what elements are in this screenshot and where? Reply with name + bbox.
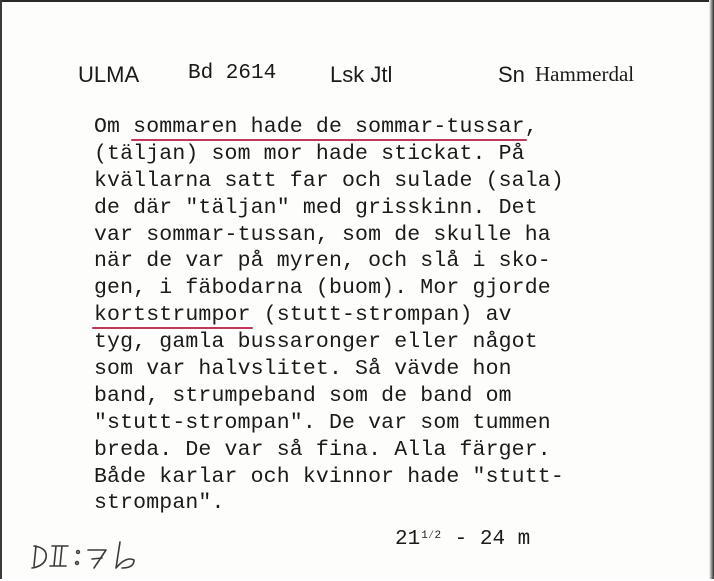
text-line: Om sommaren hade de sommar-tussar , <box>94 115 538 139</box>
text-line: kvällarna satt far och sulade (sala) <box>94 168 564 193</box>
underlined-phrase: kortstrumpor <box>94 303 251 328</box>
socken-label: Sn <box>498 62 525 87</box>
fraction: 1⁄2 <box>421 530 442 542</box>
text-line: "stutt-strompan". De var som tummen <box>94 410 551 435</box>
text-line: breda. De var så fina. Alla färger. <box>94 437 551 462</box>
underline-mark <box>131 139 527 141</box>
text-line: Både karlar och kvinnor hade "stutt- <box>94 464 564 489</box>
measurement-note: 211⁄2 - 24 m <box>395 528 531 551</box>
handwritten-signum <box>30 536 160 576</box>
text-line: tyg, gamla bussaronger eller något <box>94 330 538 355</box>
volume-number: Bd 2614 <box>188 62 277 85</box>
underlined-phrase: sommaren hade de sommar-tussar <box>133 115 525 139</box>
text-line: var sommar-tussan, som de skulle ha <box>94 222 551 247</box>
underline-mark <box>92 327 253 329</box>
card-top-edge <box>0 0 714 2</box>
text-line: (täljan) som mor hade stickat. På <box>94 141 525 166</box>
card-body-text <box>94 114 564 517</box>
socken-value: Hammerdal <box>535 62 635 86</box>
archive-code: ULMA <box>78 62 140 87</box>
text-line: när de var på myren, och slå i sko- <box>94 249 551 274</box>
text-line: gen, i fäbodarna (buom). Mor gjorde <box>94 276 551 301</box>
card-header <box>0 62 714 92</box>
text-line: de där "täljan" med grisskinn. Det <box>94 195 538 220</box>
handwritten-signum-drawing <box>30 536 160 576</box>
landskap-field <box>330 62 392 89</box>
text-line: band, strumpeband som de band om <box>94 383 512 408</box>
landskap-value: Lsk Jtl <box>330 62 393 87</box>
text-line: strompan". <box>94 491 225 516</box>
text-line: som var halvslitet. Så vävde hon <box>94 357 512 382</box>
text-line: kortstrumpor (stutt-strompan) av <box>94 303 512 328</box>
